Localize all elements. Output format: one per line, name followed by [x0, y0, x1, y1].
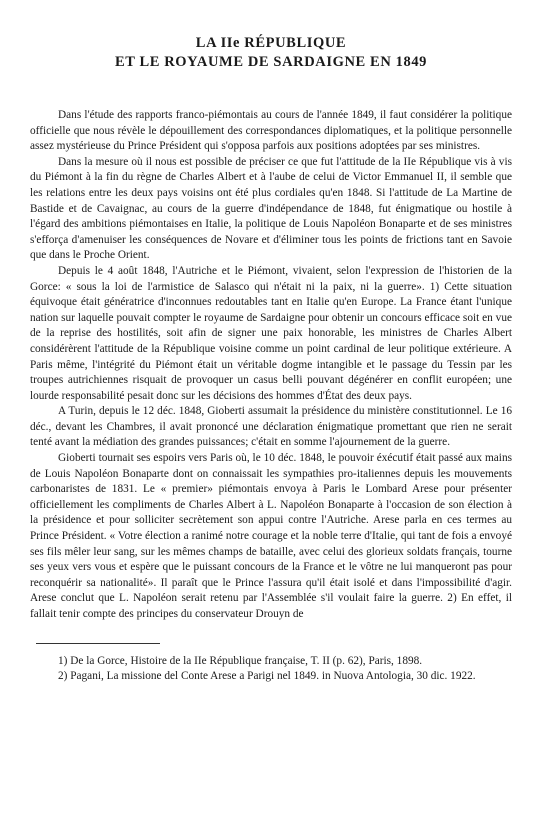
page-title	[30, 34, 512, 72]
paragraph: Dans la mesure où il nous est possible de préciser ce que fut l'attitude de la IIe République vis à vis du Piémont à la fin du règne de Charles Albert et à l'aube de celui de Victor Emmanuel II, il semble que les relations entre les deux pays voisins ont été plus cordiales qu'en 1848. Si l'attitude de La Martine de Bastide et de Cavaignac, au cours de la guerre d'indépendance de 1848, fut énigmatique ou hostile à l'égard des ambitions piémontaises en Italie, la politique de Louis Napoléon Bonaparte et de ses ministres s'efforça d'amenuiser les conséquences de Novare et d'éliminer tous les points de frictions tant en Savoie que dans le Proche Orient.	[30, 155, 512, 262]
footnote: 2) Pagani, La missione del Conte Arese a Parigi nel 1849. in Nuova Antologia, 30 dic. 1922.	[58, 670, 476, 683]
paragraph: Dans l'étude des rapports franco-piémontais au cours de l'année 1849, il faut considérer la politique officielle que nous révèle le dépouillement des correspondances diplomatiques, et la politique personnelle assez mystérieuse du Prince Président qui s'opposa parfois aux positions adoptées par ses ministres.	[30, 109, 512, 153]
footnotes	[30, 654, 512, 685]
paragraph: Gioberti tournait ses espoirs vers Paris où, le 10 déc. 1848, le pouvoir éxécutif était passé aux mains de Louis Napoléon Bonaparte dont on connaissait les sympathies pro-italiennes depuis les mouvements carbonaristes de 1831. Le « premier» piémontais envoya à Paris le Lombard Arese pour présenter officiellement les compliments de Charles Albert à L. Napoléon Bonaparte à l'occasion de son élection à la présidence et pour solliciter secrètement son appui contre l'Autriche. Arese parla en ces termes au Prince Président. « Votre élection a ranimé notre courage et la noble terre d'Italie, qui tant de fois a envoyé ses fils mêler leur sang, sur les mêmes champs de bataille, avec celui des glorieux soldats français, tourne ses yeux vers vous et espère que le puissant concours de la France et le vôtre ne lui manqueront pas pour reconquérir sa nationalité». Il paraît que le Prince l'assura qu'il était isolé et dans l'impossibilité d'agir. Arese conclut que L. Napoléon serait retenu par l'Assemblée s'il voulait faire la guerre. 2) En effet, il fallait tenir compte des principes du conservateur Drouyn de	[30, 452, 512, 620]
body-text	[30, 108, 512, 623]
title-line-1: LA IIe RÉPUBLIQUE	[195, 35, 347, 51]
title-line-2: ET LE ROYAUME DE SARDAIGNE EN 1849	[114, 54, 428, 70]
paragraph: Depuis le 4 août 1848, l'Autriche et le Piémont, vivaient, selon l'expression de l'historien de la Gorce: « sous la loi de l'armistice de Salasco qui n'était ni la paix, ni la guerre». 1) Cette situation équivoque était génératrice d'inconnues redoutables tant en Italie qu'en Europe. La France étant l'unique nation sur laquelle pouvait compter le royaume de Sardaigne pour obtenir un concours efficace soit en vue de la reprise des hostilités, soit afin de signer une paix honorable, les ministres de Charles Albert considérèrent l'attitude de la République voisine comme un point cardinal de leur politique extérieure. A Paris même, l'intégrité du Piémont était un véritable dogme intangible et le passage du Tessin par les troupes autrichiennes risquait de provoquer un casus belli pouvant dégénérer en conflit européen; une lourde responsabilité pesait donc sur les décisions des hommes d'État des deux pays.	[30, 264, 512, 402]
paragraph: A Turin, depuis le 12 déc. 1848, Gioberti assumait la présidence du ministère constitutionnel. Le 16 déc., devant les Chambres, il avait prononcé une déclaration énigmatique promettant que rien ne serait tenté avant la médiation des grandes puissances; c'était en somme l'ajournement de la guerre.	[30, 405, 512, 449]
footnote: 1) De la Gorce, Histoire de la IIe République française, T. II (p. 62), Paris, 1898.	[58, 654, 423, 667]
footnote-divider	[36, 643, 160, 644]
